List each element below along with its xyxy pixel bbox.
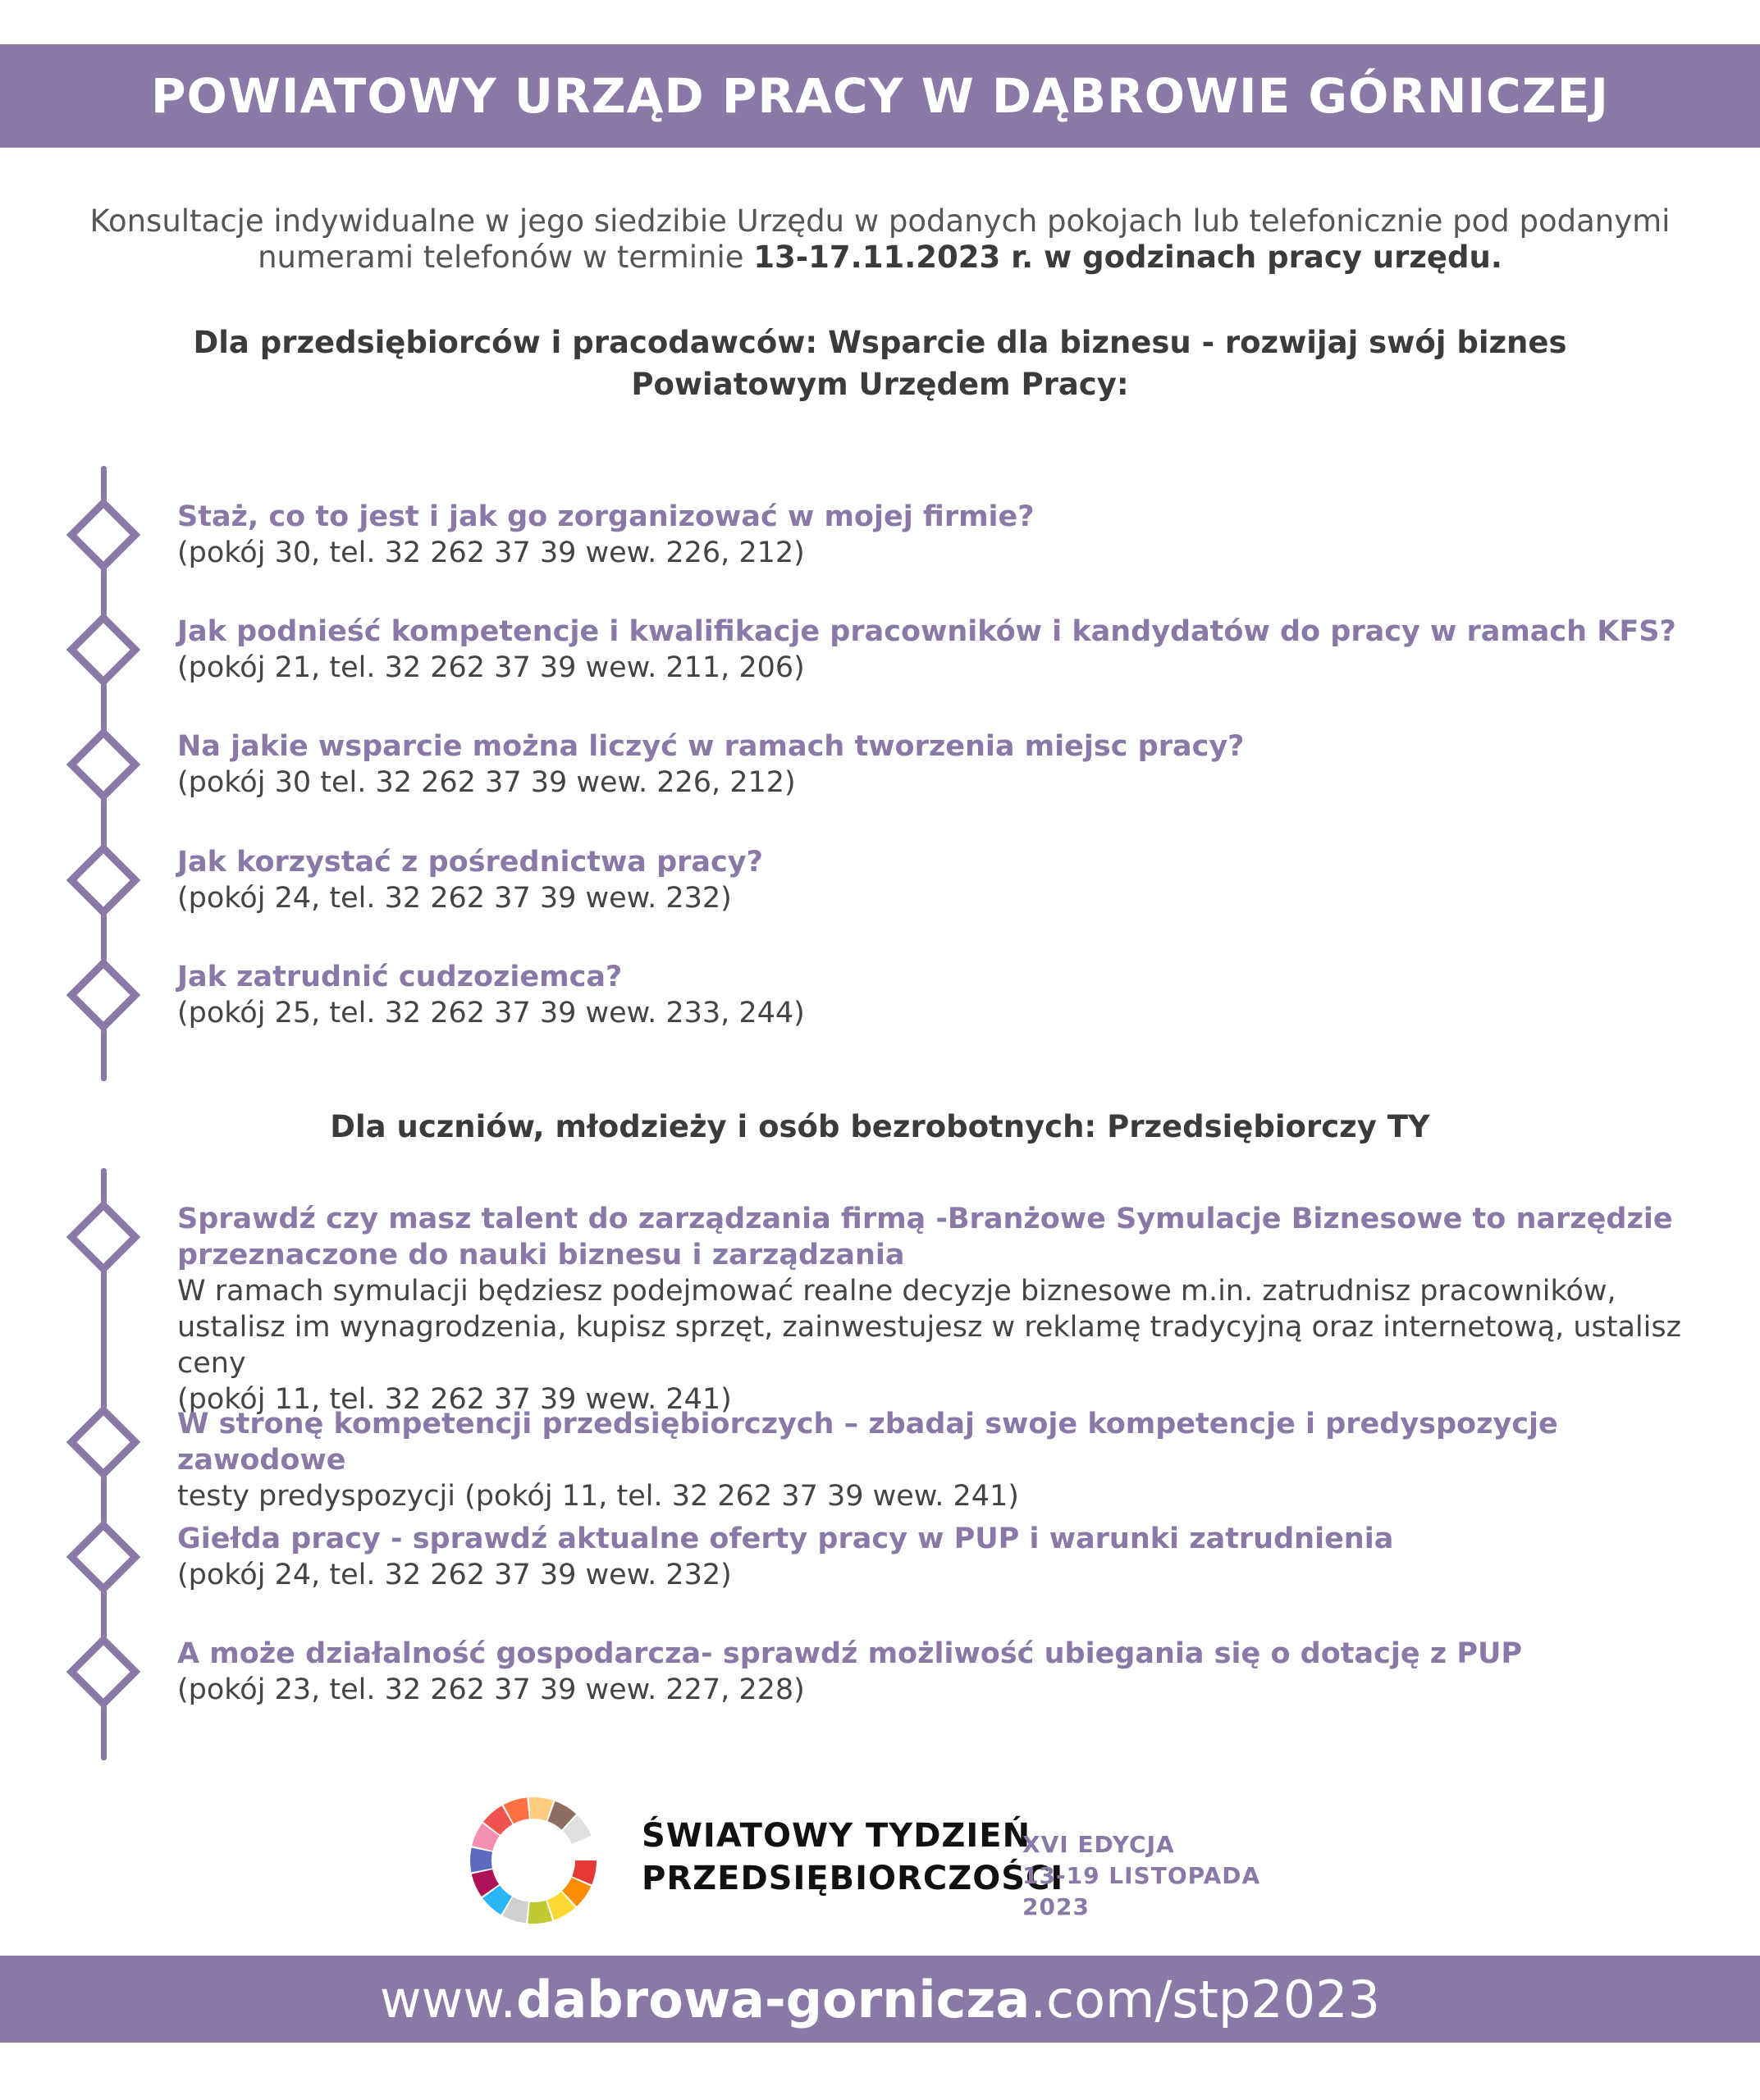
item-detail-room: (pokój 11, tel. 32 262 37 39 wew. 241) bbox=[177, 1383, 732, 1416]
diamond-bullet-icon bbox=[66, 843, 141, 918]
item-title: Jak zatrudnić cudzoziemca? bbox=[177, 961, 623, 993]
diamond-bullet-icon bbox=[66, 1405, 141, 1480]
item-detail: (pokój 30, tel. 32 262 37 39 wew. 226, 212) bbox=[177, 536, 805, 569]
diamond-bullet-icon bbox=[66, 1635, 141, 1710]
list-item bbox=[177, 959, 1720, 1031]
item-title: Na jakie wsparcie można liczyć w ramach tworzenia miejsc pracy? bbox=[177, 730, 1245, 763]
list-item bbox=[177, 844, 1720, 916]
diamond-bullet-icon bbox=[66, 958, 141, 1033]
logo-edition bbox=[1022, 1829, 1321, 1923]
item-detail: (pokój 23, tel. 32 262 37 39 wew. 227, 228) bbox=[177, 1673, 805, 1706]
edition-dates: 13-19 LISTOPADA 2023 bbox=[1022, 1862, 1261, 1920]
list-item bbox=[177, 1201, 1720, 1418]
item-detail: (pokój 30 tel. 32 262 37 39 wew. 226, 212) bbox=[177, 766, 796, 799]
intro-text bbox=[82, 203, 1678, 276]
logo-title bbox=[642, 1815, 1063, 1900]
event-logo bbox=[468, 1795, 1321, 1926]
item-detail: W ramach symulacji będziesz podejmować realne decyzje biznesowe m.in. zatrudnisz pracowników, ustalisz im wynagrodzenia, kupisz sprzęt, zainwestujesz w reklamę tradycyjną oraz internetową, ustalisz ceny bbox=[177, 1275, 1681, 1380]
logo-line-1: ŚWIATOWY TYDZIEŃ bbox=[642, 1817, 1031, 1855]
list-item bbox=[177, 1521, 1720, 1593]
item-title: Staż, co to jest i jak go zorganizować w mojej firmie? bbox=[177, 500, 1035, 533]
diamond-bullet-icon bbox=[66, 613, 141, 687]
section-title-business: Dla przedsiębiorców i pracodawców: Wsparcie dla biznesu - rozwijaj swój biznes Powiatowym Urzędem Pracy: bbox=[193, 325, 1567, 402]
intro-normal: Konsultacje indywidualne w jego siedzibie Urzędu w podanych pokojach lub telefonicznie pod podanymi numerami telefonów w terminie bbox=[89, 203, 1671, 275]
url-domain: dabrowa-gornicza bbox=[516, 1969, 1031, 2029]
edition-label: XVI EDYCJA bbox=[1022, 1831, 1175, 1858]
url-suffix: .com/stp2023 bbox=[1030, 1969, 1381, 2029]
section-title-students: Dla uczniów, młodzieży i osób bezrobotnych: Przedsiębiorczy TY bbox=[330, 1109, 1430, 1144]
item-detail: testy predyspozycji (pokój 11, tel. 32 262 37 39 wew. 241) bbox=[177, 1480, 1019, 1513]
item-detail: (pokój 25, tel. 32 262 37 39 wew. 233, 244) bbox=[177, 997, 805, 1029]
header-banner bbox=[0, 44, 1760, 148]
color-ring-logo-icon bbox=[468, 1795, 599, 1926]
item-title: A może działalność gospodarcza- sprawdź możliwość ubiegania się o dotację z PUP bbox=[177, 1637, 1523, 1670]
diamond-bullet-icon bbox=[66, 728, 141, 802]
diamond-bullet-icon bbox=[66, 1200, 141, 1275]
list-item bbox=[177, 499, 1720, 571]
list-item bbox=[177, 1406, 1720, 1514]
item-detail: (pokój 24, tel. 32 262 37 39 wew. 232) bbox=[177, 882, 732, 915]
url-prefix: www. bbox=[379, 1969, 517, 2029]
list-item bbox=[177, 728, 1720, 801]
intro-bold: 13-17.11.2023 r. w godzinach pracy urzędu. bbox=[753, 240, 1502, 275]
item-detail: (pokój 24, tel. 32 262 37 39 wew. 232) bbox=[177, 1559, 732, 1591]
footer-url[interactable] bbox=[380, 1970, 1380, 2029]
diamond-bullet-icon bbox=[66, 498, 141, 573]
item-title: Jak korzystać z pośrednictwa pracy? bbox=[177, 846, 763, 879]
item-title: W stronę kompetencji przedsiębiorczych – zbadaj swoje kompetencje i predyspozycje zawodowe bbox=[177, 1408, 1558, 1477]
item-title: Jak podnieść kompetencje i kwalifikacje pracowników i kandydatów do pracy w ramach KFS? bbox=[177, 615, 1676, 648]
item-title: Sprawdź czy masz talent do zarządzania firmą -Branżowe Symulacje Biznesowe to narzędzie przeznaczone do nauki biznesu i zarządzania bbox=[177, 1203, 1673, 1271]
list-item bbox=[177, 1636, 1720, 1708]
item-title: Giełda pracy - sprawdź aktualne oferty pracy w PUP i warunki zatrudnienia bbox=[177, 1522, 1394, 1555]
page-title: POWIATOWY URZĄD PRACY W DĄBROWIE GÓRNICZEJ bbox=[151, 68, 1609, 124]
logo-line-2: PRZEDSIĘBIORCZOŚCI bbox=[642, 1860, 1064, 1897]
item-detail: (pokój 21, tel. 32 262 37 39 wew. 211, 206) bbox=[177, 651, 805, 684]
list-item bbox=[177, 614, 1720, 686]
diamond-bullet-icon bbox=[66, 1520, 141, 1595]
footer-banner bbox=[0, 1956, 1760, 2043]
